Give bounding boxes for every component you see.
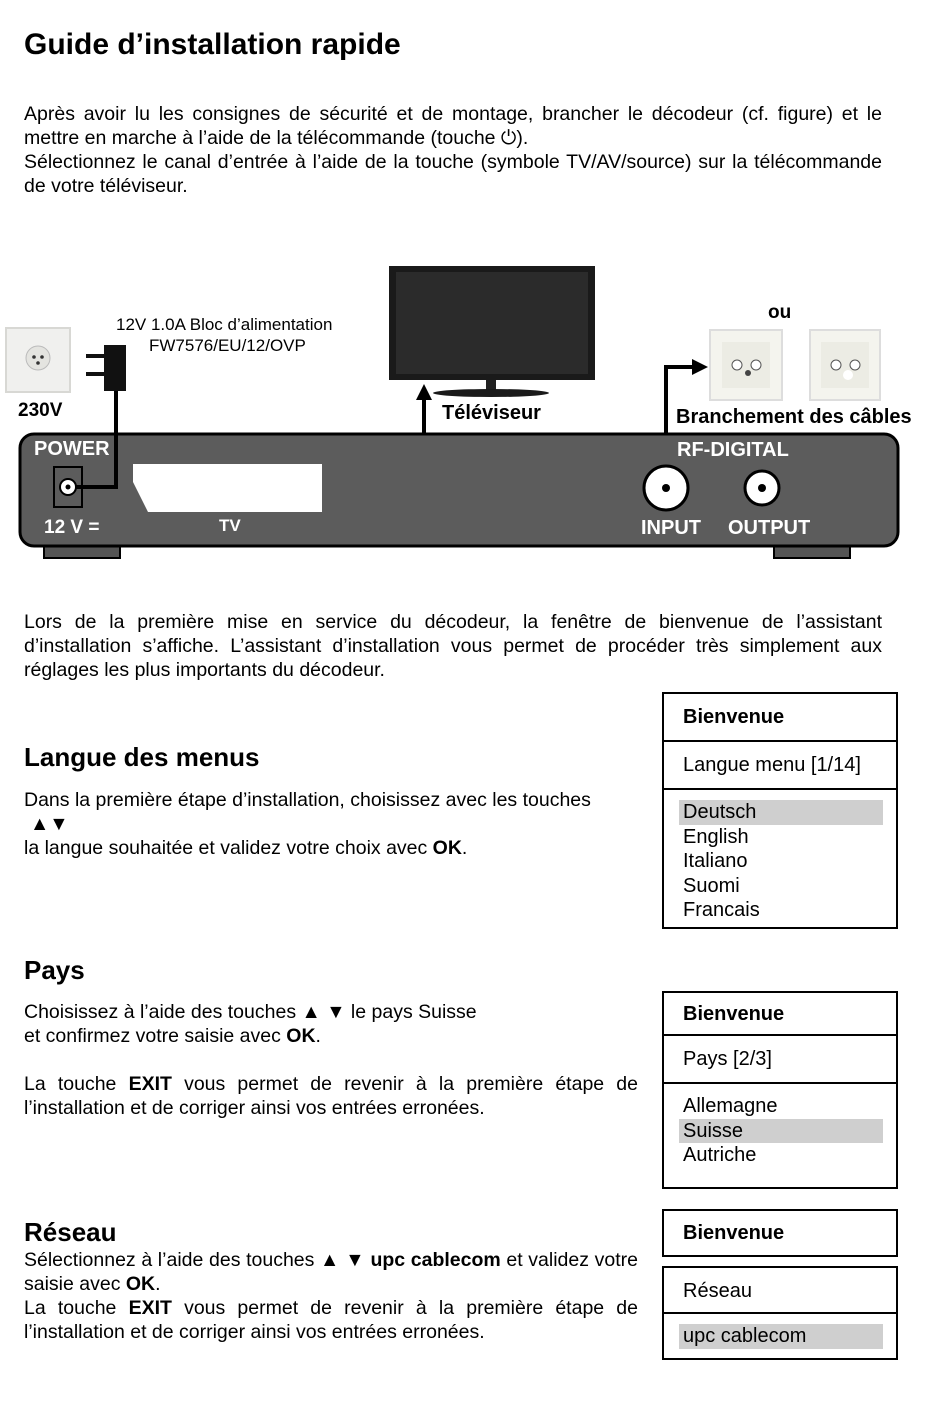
- ok-key-label: OK: [286, 1025, 316, 1047]
- ok-key-label: OK: [125, 1273, 156, 1295]
- menu-title: Bienvenue: [664, 993, 896, 1036]
- antenna-socket-icon-1: [710, 330, 782, 400]
- country-option-autriche[interactable]: Autriche: [683, 1144, 757, 1166]
- volt-port-label: 12 V =: [44, 517, 100, 538]
- connection-diagram: [0, 250, 950, 570]
- antenna-socket-icon-2: [810, 330, 880, 400]
- menu-subtitle: Langue menu [1/14]: [664, 742, 896, 790]
- power-port-label: POWER: [34, 438, 110, 460]
- power-adapter-icon: [86, 345, 126, 391]
- country-menu-screen: [662, 991, 898, 1189]
- exit-key-label: EXIT: [128, 1297, 172, 1319]
- tv-arrow: [416, 384, 432, 400]
- page-title: Guide d’installation rapide: [24, 28, 401, 61]
- language-option-deutsch[interactable]: Deutsch: [679, 800, 883, 825]
- tv-port-label: TV: [219, 516, 241, 535]
- intro-paragraph-1: Après avoir lu les consignes de sécurité et de montage, brancher le décodeur (cf. figure) et le mettre en marche à l’aide de la télécommande (touche ⏻).: [24, 103, 882, 149]
- language-text: Dans la première étape d’installation, choisissez avec les touches ▲▼ la langue souhaitée et validez votre choix avec OK.: [24, 789, 591, 859]
- network-options-list: [664, 1314, 896, 1349]
- rf-digital-label: RF-DIGITAL: [677, 439, 789, 461]
- voltage-label: 230V: [18, 400, 63, 421]
- cables-label: Branchement des câbles: [676, 406, 912, 428]
- language-text-a: Dans la première étape d’installation, choisissez avec les touches: [24, 789, 591, 811]
- language-option-suomi[interactable]: Suomi: [683, 874, 740, 897]
- menu-title: Bienvenue: [683, 1222, 785, 1244]
- language-option-italiano[interactable]: Italiano: [683, 850, 748, 872]
- television-icon: [389, 266, 595, 397]
- ok-key-label: OK: [432, 837, 462, 859]
- language-heading: Langue des menus: [24, 742, 260, 772]
- menu-title: Bienvenue: [664, 694, 896, 742]
- wall-outlet-icon: [6, 328, 70, 392]
- input-port-label: INPUT: [641, 517, 701, 539]
- output-port-label: OUTPUT: [728, 517, 811, 539]
- network-heading: Réseau: [24, 1217, 117, 1247]
- country-option-allemagne[interactable]: Allemagne: [683, 1095, 778, 1117]
- country-options-list: [664, 1084, 896, 1168]
- language-text-b: la langue souhaitée et validez votre choix avec: [24, 837, 433, 859]
- menu-subtitle: Réseau: [664, 1268, 896, 1314]
- country-option-suisse[interactable]: Suisse: [679, 1119, 883, 1144]
- or-label: ou: [768, 302, 792, 323]
- language-options-list: [664, 790, 896, 923]
- welcome-text: [24, 610, 882, 682]
- power-supply-label: 12V 1.0A Bloc d’alimentation: [116, 315, 333, 334]
- tv-label: Téléviseur: [442, 402, 541, 424]
- intro-text: [24, 102, 882, 198]
- country-text: Choisissez à l’aide des touches ▲ ▼ le pays Suisse et confirmez votre saisie avec OK. La touche EXIT vous permet de revenir à la première étape de l’installation et de corriger ainsi vos entrées erronées.: [24, 1001, 638, 1119]
- network-text: Sélectionnez à l’aide des touches ▲ ▼ upc cablecom et validez votre saisie avec OK. La touche EXIT vous permet de revenir à la première étape de l’installation et de corriger ainsi vos entrées erronées.: [24, 1249, 638, 1343]
- arrow-keys-icon: ▲▼: [30, 813, 69, 835]
- power-supply-model: FW7576/EU/12/OVP: [149, 336, 306, 355]
- intro-paragraph-2: Sélectionnez le canal d’entrée à l’aide de la touche (symbole TV/AV/source) sur la télécommande de votre téléviseur.: [24, 151, 882, 197]
- language-option-english[interactable]: English: [683, 825, 749, 848]
- upc-cablecom-label: upc cablecom: [370, 1249, 501, 1271]
- exit-key-label: EXIT: [128, 1073, 172, 1095]
- network-option-upc-cablecom[interactable]: upc cablecom: [679, 1324, 883, 1349]
- welcome-paragraph: Lors de la première mise en service du décodeur, la fenêtre de bienvenue de l’assistant d’installation s’affiche. L’assistant d’installation vous permet de procéder très simplement aux réglages les plus importants du décodeur.: [24, 611, 882, 681]
- input-arrow: [692, 359, 708, 375]
- language-option-francais[interactable]: Francais: [683, 899, 760, 921]
- network-menu-title-box: [662, 1209, 898, 1257]
- language-menu-screen: [662, 692, 898, 929]
- country-heading: Pays: [24, 955, 85, 985]
- menu-subtitle: Pays [2/3]: [664, 1036, 896, 1084]
- network-menu-screen: [662, 1266, 898, 1360]
- country-line-1: Choisissez à l’aide des touches ▲ ▼ le pays Suisse: [24, 1001, 477, 1023]
